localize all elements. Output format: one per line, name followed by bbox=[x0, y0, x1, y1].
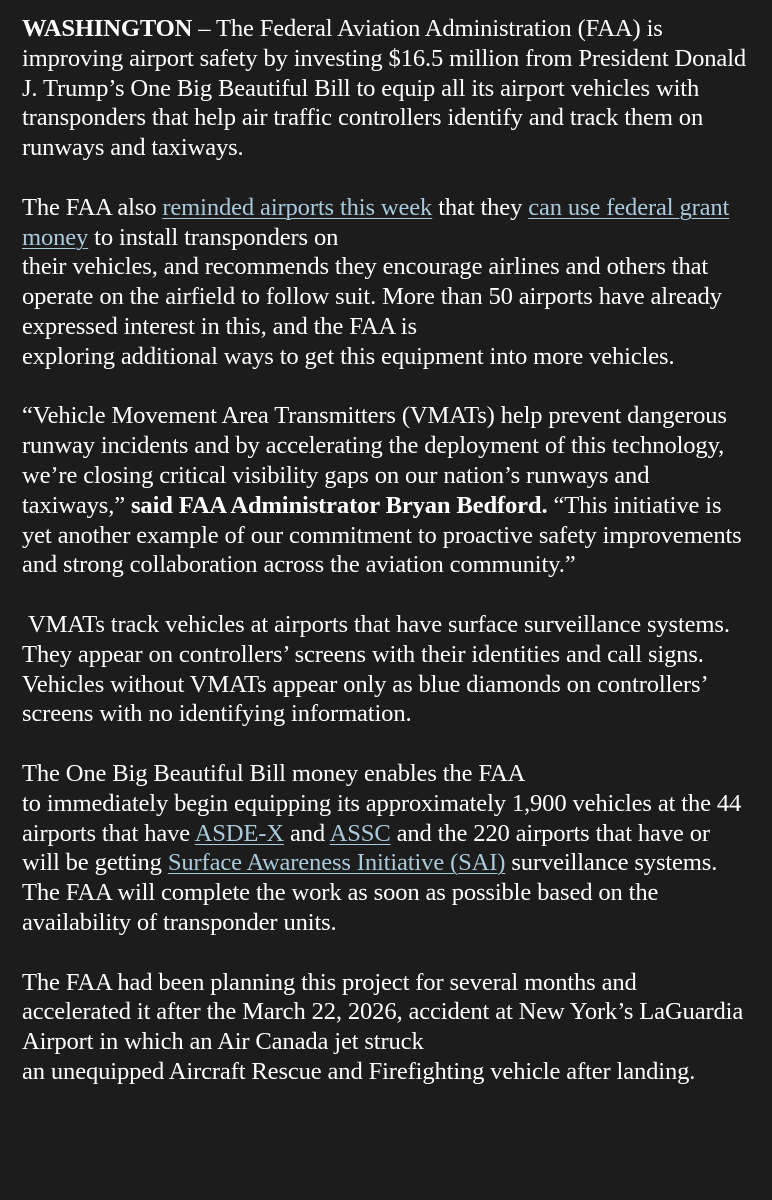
asde-x-link[interactable]: ASDE-X bbox=[194, 819, 284, 847]
p2-text-2: that they bbox=[432, 193, 529, 221]
p2-text-4: their vehicles, and recommends they encourage airlines and others that operate on the airfield to follow suit. More than 50 airports have already expressed interest in this, and the FAA is bbox=[22, 253, 722, 340]
p2-text-3: to install transponders on bbox=[88, 223, 339, 251]
quote-part-1: “Vehicle Movement Area Transmitters (VMATs) help prevent dangerous runway incidents and by accelerating the deployment of this technology, we’re closing critical visibility gaps on our nation’s runways and taxiways,” bbox=[22, 402, 727, 519]
p2-text-5: exploring additional ways to get this equipment into more vehicles. bbox=[22, 342, 675, 370]
p6-text-1: The FAA had been planning this project for several months and accelerated it after the March 22, 2026, accident at New York’s LaGuardia Airport in which an Air Canada jet struck bbox=[22, 968, 744, 1056]
vmats-text: VMATs track vehicles at airports that have surface surveillance systems. They appear on controllers’ screens with their identities and call signs. Vehicles without VMATs appear only as blue diamonds on controllers’ screens with no identifying information. bbox=[22, 610, 730, 728]
p2-text-1: The FAA also bbox=[22, 193, 163, 221]
paragraph-intro bbox=[22, 14, 748, 163]
p5-text-3: and bbox=[283, 819, 330, 847]
p5-text-2: to immediately begin equipping its approximately 1,900 vehicles at the 44 airports that have bbox=[22, 789, 742, 847]
paragraph-funding bbox=[22, 759, 748, 938]
quote-part-2: “This initiative is yet another example of our commitment to proactive safety improvements and strong collaboration across the aviation community.” bbox=[22, 491, 742, 579]
surface-awareness-initiative-link[interactable]: Surface Awareness Initiative (SAI) bbox=[167, 849, 506, 877]
assc-link[interactable]: ASSC bbox=[329, 819, 391, 847]
paragraph-background bbox=[22, 968, 748, 1087]
p5-text-1: The One Big Beautiful Bill money enables the FAA bbox=[22, 759, 526, 787]
paragraph-quote bbox=[22, 401, 748, 580]
paragraph-grant-money bbox=[22, 193, 748, 372]
dateline: WASHINGTON bbox=[22, 15, 193, 42]
p5-text-5: surveillance systems. The FAA will complete the work as soon as possible based on the availability of transponder units. bbox=[22, 849, 718, 936]
quote-attribution: said FAA Administrator Bryan Bedford. bbox=[131, 491, 548, 519]
paragraph-vmats bbox=[22, 610, 748, 729]
reminded-airports-link[interactable]: reminded airports this week bbox=[162, 193, 433, 221]
federal-grant-money-link[interactable]: can use federal grant money bbox=[22, 193, 730, 251]
p5-text-4: and the 220 airports that have or will be getting bbox=[22, 819, 710, 877]
p6-text-2: an unequipped Aircraft Rescue and Firefighting vehicle after landing. bbox=[22, 1057, 696, 1085]
intro-text: – The Federal Aviation Administration (FAA) is improving airport safety by investing $16.5 million from President Donald J. Trump’s One Big Beautiful Bill to equip all its airport vehicles with transponders that help air traffic controllers identify and track them on runways and taxiways. bbox=[22, 15, 747, 162]
